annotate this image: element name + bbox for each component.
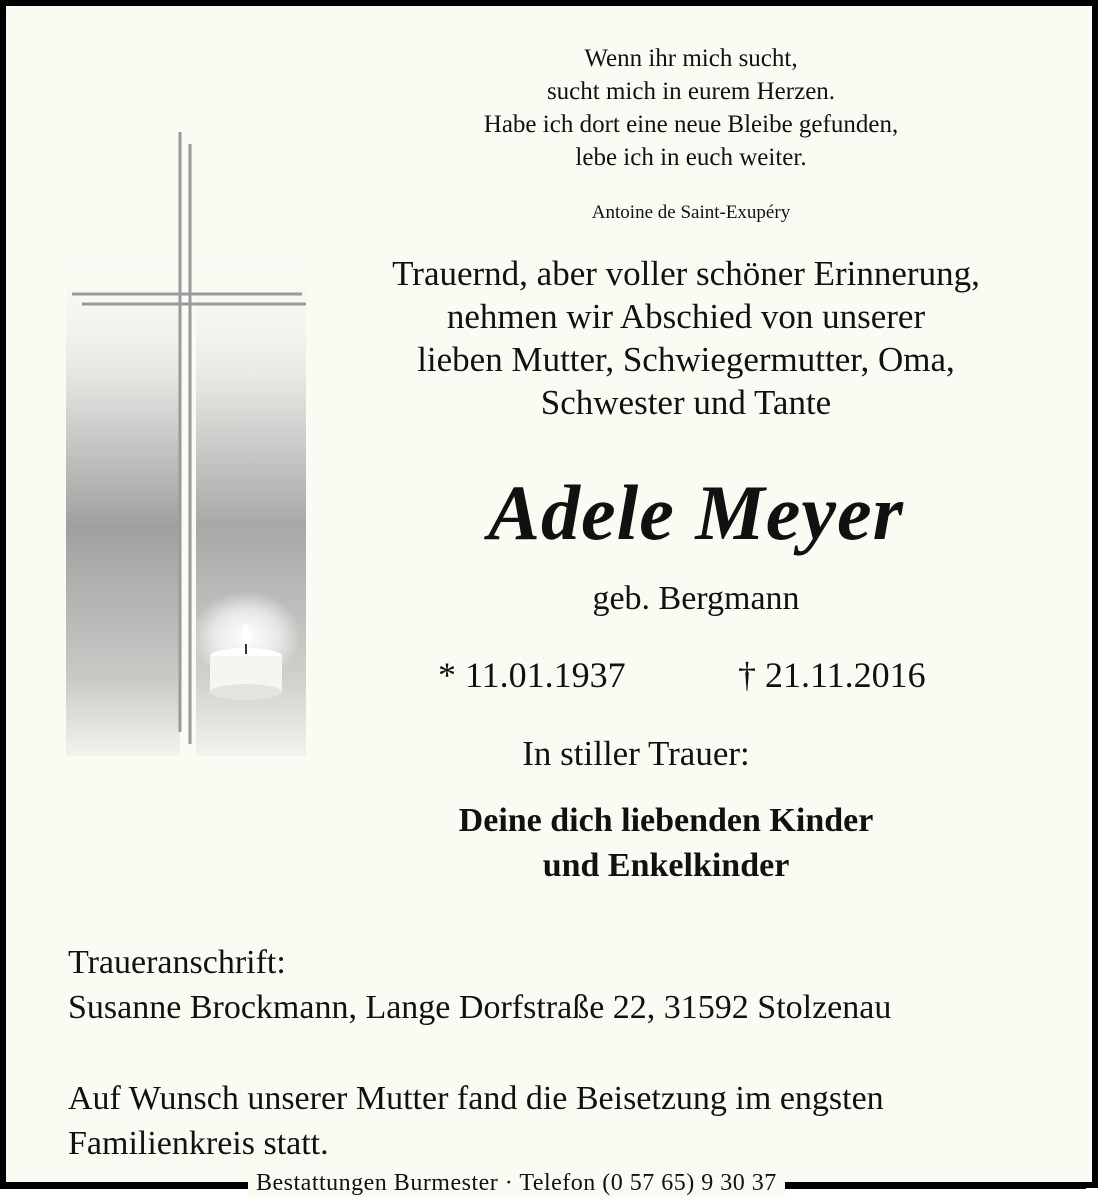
quote-line: Wenn ihr mich sucht,	[584, 45, 798, 72]
maiden-name: geb. Bergmann	[592, 580, 800, 617]
address-label: Traueranschrift:	[68, 944, 286, 981]
intro-line: lieben Mutter, Schwiegermutter, Oma,	[417, 340, 955, 379]
mourning-address	[68, 940, 891, 1030]
quote-author: Antoine de Saint-Exupéry	[591, 202, 791, 223]
burial-notice	[68, 1076, 884, 1166]
quote-line: Habe ich dort eine neue Bleibe gefunden,	[483, 111, 899, 138]
mourners-line: Deine dich liebenden Kinder	[458, 802, 874, 839]
death-date: † 21.11.2016	[738, 655, 926, 695]
cross-candle-icon	[66, 126, 306, 756]
quote	[446, 42, 936, 174]
mourners	[386, 798, 946, 888]
notice-line: Auf Wunsch unserer Mutter fand die Beisetzung im engsten	[68, 1080, 884, 1117]
quote-line: lebe ich in euch weiter.	[575, 144, 807, 171]
intro-line: nehmen wir Abschied von unserer	[446, 297, 926, 336]
birth-date: * 11.01.1937	[438, 655, 626, 695]
deceased-name: Adele Meyer	[487, 469, 904, 556]
intro-text	[346, 252, 1026, 424]
address-value: Susanne Brockmann, Lange Dorfstraße 22, 31592 Stolzenau	[68, 989, 892, 1026]
mourning-heading: In stiller Trauer:	[522, 734, 750, 773]
intro-line: Schwester und Tante	[540, 383, 832, 422]
footer-text: Bestattungen Burmester · Telefon (0 57 65) 9 30 37	[248, 1170, 785, 1197]
notice-line: Familienkreis statt.	[68, 1125, 329, 1162]
mourners-line: und Enkelkinder	[542, 847, 790, 884]
intro-line: Trauernd, aber voller schöner Erinnerung,	[392, 254, 980, 293]
quote-line: sucht mich in eurem Herzen.	[546, 78, 836, 105]
